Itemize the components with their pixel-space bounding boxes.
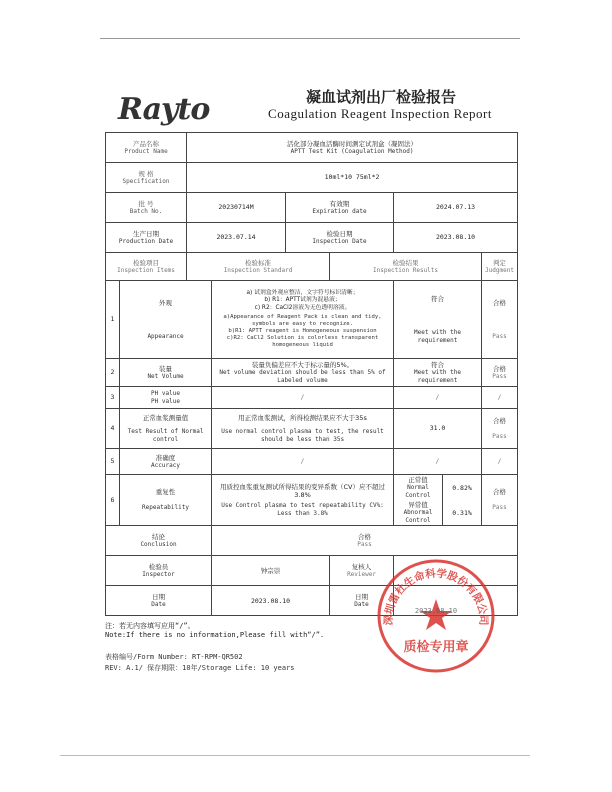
col-results: 检验结果 Inspection Results [330, 253, 482, 281]
judgment-cell: 合格 Pass [482, 409, 518, 449]
judgment-cell: / [482, 387, 518, 409]
item-cell: 准确度 Accuracy [120, 449, 212, 475]
item-cell: 装量 Net Volume [120, 359, 212, 387]
standard-cell: 用正常血浆测试，所得检测结果应不大于35s Use normal control plasma to test, the result should be less than 35s [212, 409, 394, 449]
stamp-date-overlay: 2023.08.10 [414, 607, 458, 615]
result-cell: 31.0 [394, 409, 482, 449]
date-value: 2023.08.10 [212, 586, 330, 616]
production-date-value: 2023.07.14 [187, 223, 286, 253]
item-cell: 外观 Appearance [120, 281, 212, 359]
standard-cell: 用质控血浆重复测试所得结果的变异系数（CV）应不超过3.8% Use Control plasma to test repeatability CV%: Less than 3.8% [212, 475, 394, 526]
note-en: Note:If there is no information,Please fill with“/”. [105, 631, 325, 640]
row-number: 4 [106, 409, 120, 449]
normal-control-label: 正常值 Normal Control [394, 475, 443, 501]
note-cn: 注：若无内容填写应用“/”。 [105, 622, 195, 630]
standard-cell: / [212, 449, 394, 475]
table-row [106, 281, 518, 359]
item-cell: 正常血浆测量值 Test Result of Normal control [120, 409, 212, 449]
conclusion-label: 结论 Conclusion [106, 526, 212, 556]
judgment-cell: / [482, 449, 518, 475]
inspector-name: 钟宗崇 [212, 556, 330, 586]
product-name-value: 活化部分凝血活酶时间测定试剂盒（凝固法） APTT Test Kit (Coagulation Method) [187, 133, 518, 163]
table-row [106, 449, 518, 475]
table-row [106, 475, 518, 501]
col-standard: 检验标准 Inspection Standard [187, 253, 330, 281]
result-cell: / [394, 387, 482, 409]
abnormal-control-value: 0.31% [443, 500, 482, 526]
row-number: 1 [106, 281, 120, 359]
product-name-label: 产品名称 Product Name [106, 133, 187, 163]
conclusion-row [106, 526, 518, 556]
row-number: 2 [106, 359, 120, 387]
revision-info: REV: A.1/ 保存期限：10年/Storage Life: 10 years [105, 663, 295, 672]
batch-label: 批 号 Batch No. [106, 193, 187, 223]
row-number: 5 [106, 449, 120, 475]
quality-inspection-stamp [375, 555, 497, 677]
spec-label: 规 格 Specification [106, 163, 187, 193]
production-date-label: 生产日期 Production Date [106, 223, 187, 253]
row-number: 6 [106, 475, 120, 526]
judgment-cell: 合格 Pass [482, 281, 518, 359]
inspection-date-value: 2023.08.10 [394, 223, 518, 253]
col-items: 检验项目 Inspection Items [106, 253, 187, 281]
result-cell: 符合 Meet with the requirement [394, 359, 482, 387]
judgment-cell: 合格 Pass [482, 475, 518, 526]
date-label: 日期 Date [106, 586, 212, 616]
report-header [118, 82, 518, 130]
col-judgment: 判定 Judgment [482, 253, 518, 281]
result-cell: 符合 Meet with the requirement [394, 281, 482, 359]
table-row [106, 409, 518, 449]
stamp-bottom-text: 质检专用章 [403, 640, 469, 655]
inspection-form-table [105, 132, 518, 616]
date2-label: 日期 Date [330, 586, 394, 616]
bottom-rule [60, 755, 530, 756]
inspection-date-label: 检验日期 Inspection Date [286, 223, 394, 253]
expiration-label: 有效期 Expiration date [286, 193, 394, 223]
item-cell: PH value PH value [120, 387, 212, 409]
stamp-arc-text: 深圳雷杜生命科学股份有限公司 [382, 567, 490, 626]
expiration-value: 2024.07.13 [394, 193, 518, 223]
column-header-row [106, 253, 518, 281]
company-logo: Rayto [118, 92, 210, 127]
abnormal-control-label: 异常值 Abnormal Control [394, 500, 443, 526]
conclusion-value: 合格 Pass [212, 526, 518, 556]
standard-cell: a) 试剂盒外观应整洁，文字符号标识清晰； b) R1：APTT试剂为混悬液； c) R2：CaCl2溶液为无色透明溶液。 a)Appearance of Reagent Pack is clean and tidy, symbols are easy to recognize. b)R1: APTT reagent is Homogeneous suspension c)R2: CaCl2 Solution is colorless transparent homogeneous liquid [212, 281, 394, 359]
result-cell: / [394, 449, 482, 475]
inspector-label: 检验员 Inspector [106, 556, 212, 586]
standard-cell: 装量负偏差应不大于标示量的5%。 Net volume deviation should be less than 5% of Labeled volume [212, 359, 394, 387]
table-row [106, 359, 518, 387]
report-title-en: Coagulation Reagent Inspection Report [268, 106, 492, 121]
judgment-cell: 合格 Pass [482, 359, 518, 387]
batch-value: 20230714M [187, 193, 286, 223]
report-title-cn: 凝血试剂出厂检验报告 [305, 88, 456, 106]
table-row [106, 387, 518, 409]
reviewer-label: 复核人 Reviewer [330, 556, 394, 586]
spec-value: 10ml*10 75ml*2 [187, 163, 518, 193]
form-number: 表格编号/Form Number: RT-RPM-QR502 [105, 653, 243, 661]
standard-cell: / [212, 387, 394, 409]
item-cell: 重复性 Repeatability [120, 475, 212, 526]
normal-control-value: 0.82% [443, 475, 482, 501]
row-number: 3 [106, 387, 120, 409]
top-rule [100, 38, 520, 39]
